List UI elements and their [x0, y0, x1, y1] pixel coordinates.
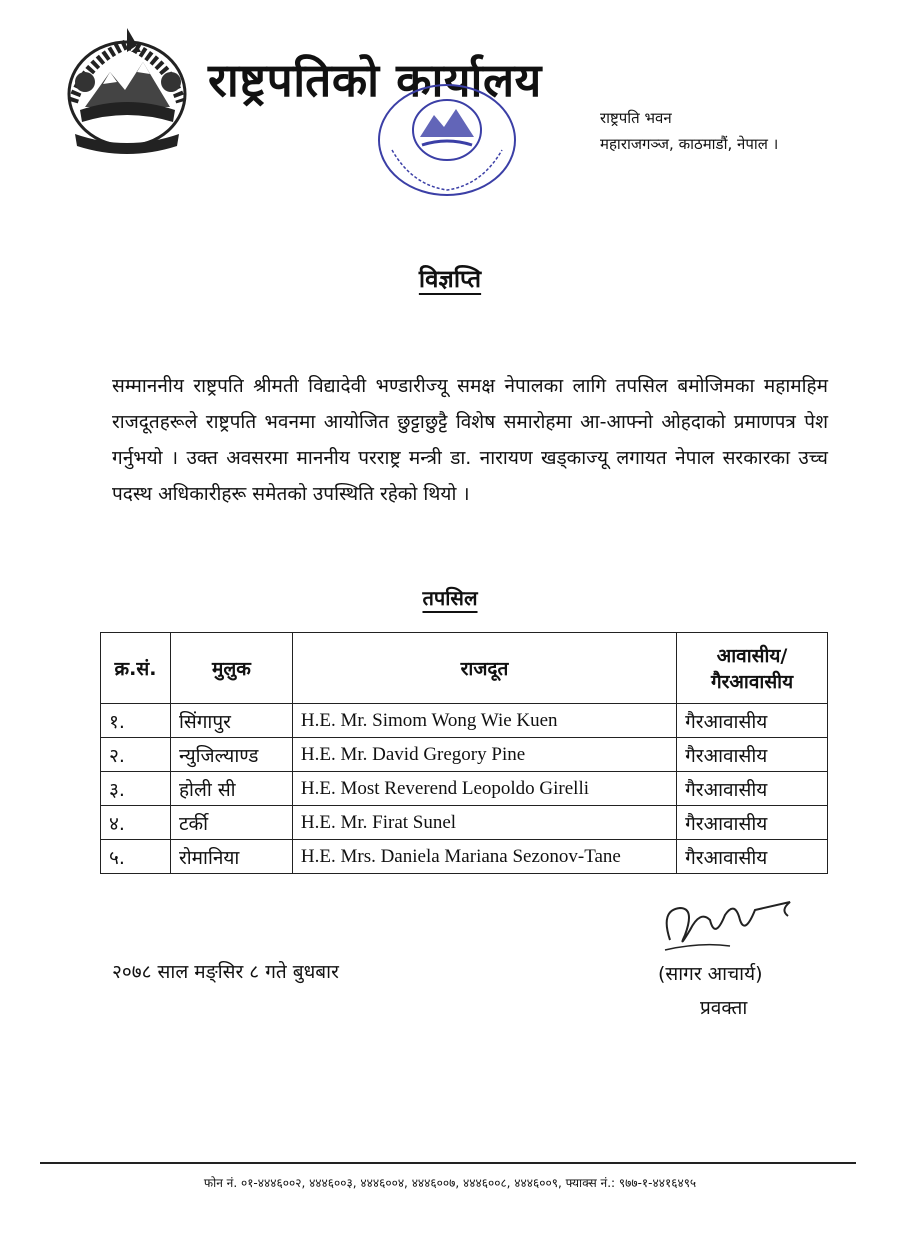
row-country: होली सी — [170, 772, 292, 806]
row-ambassador: H.E. Mr. Simom Wong Wie Kuen — [292, 704, 676, 738]
table-row — [101, 806, 828, 840]
nepal-emblem-icon — [55, 22, 200, 157]
row-status: गैरआवासीय — [677, 840, 828, 874]
row-country: टर्की — [170, 806, 292, 840]
table-title: तपसिल — [422, 586, 478, 610]
row-status: गैरआवासीय — [677, 704, 828, 738]
row-country: सिंगापुर — [170, 704, 292, 738]
address-line-1: राष्ट्रपति भवन — [600, 109, 672, 127]
row-ambassador: H.E. Mr. David Gregory Pine — [292, 738, 676, 772]
row-sn: ४. — [101, 806, 171, 840]
signature-icon — [640, 880, 800, 970]
footer-divider — [40, 1162, 856, 1164]
ambassadors-table — [100, 632, 828, 874]
row-country: न्युजिल्याण्ड — [170, 738, 292, 772]
address-line-2: महाराजगञ्ज, काठमाडौं, नेपाल । — [600, 135, 779, 153]
header-sn: क्र.सं. — [101, 633, 171, 704]
row-ambassador: H.E. Mr. Firat Sunel — [292, 806, 676, 840]
notice-date: २०७८ साल मङ्सिर ८ गते बुधबार — [112, 961, 339, 983]
table-row — [101, 738, 828, 772]
header-ambassador: राजदूत — [292, 633, 676, 704]
table-row — [101, 704, 828, 738]
signer-name: (सागर आचार्य) — [658, 963, 763, 985]
row-status: गैरआवासीय — [677, 772, 828, 806]
row-sn: २. — [101, 738, 171, 772]
row-status: गैरआवासीय — [677, 738, 828, 772]
signer-role: प्रवक्ता — [700, 997, 748, 1019]
header-country: मुलुक — [170, 633, 292, 704]
row-sn: ३. — [101, 772, 171, 806]
row-ambassador: H.E. Mrs. Daniela Mariana Sezonov-Tane — [292, 840, 676, 874]
row-country: रोमानिया — [170, 840, 292, 874]
contact-info: फोन नं. ०१-४४४६००२, ४४४६००३, ४४४६००४, ४४४६००७, ४४४६००८, ४४४६००९, फ्याक्स नं.: ९७७-१-४४१६४९५ — [203, 1176, 697, 1190]
notice-body: सम्माननीय राष्ट्रपति श्रीमती विद्यादेवी भण्डारीज्यू समक्ष नेपालका लागि तपसिल बमोजिमका महामहिम राजदूतहरूले राष्ट्रपति भवनमा आयोजित छुट्टाछुट्टै विशेष समारोहमा आ-आफ्नो ओहदाको प्रमाणपत्र पेश गर्नुभयो । उक्त अवसरमा माननीय परराष्ट्र मन्त्री डा. नारायण खड्काज्यू लगायत नेपाल सरकारका उच्च पदस्थ अधिकारीहरू समेतको उपस्थिति रहेको थियो । — [112, 375, 828, 505]
office-title: राष्ट्रपतिको कार्यालय — [208, 53, 542, 107]
table-header-row — [101, 633, 828, 704]
row-sn: ५. — [101, 840, 171, 874]
row-ambassador: H.E. Most Reverend Leopoldo Girelli — [292, 772, 676, 806]
table-row — [101, 772, 828, 806]
table-row — [101, 840, 828, 874]
row-status: गैरआवासीय — [677, 806, 828, 840]
header-status: आवासीय/ गैरआवासीय — [677, 633, 828, 704]
row-sn: १. — [101, 704, 171, 738]
office-stamp-icon — [372, 75, 522, 205]
notice-title: विज्ञप्ति — [418, 265, 482, 293]
